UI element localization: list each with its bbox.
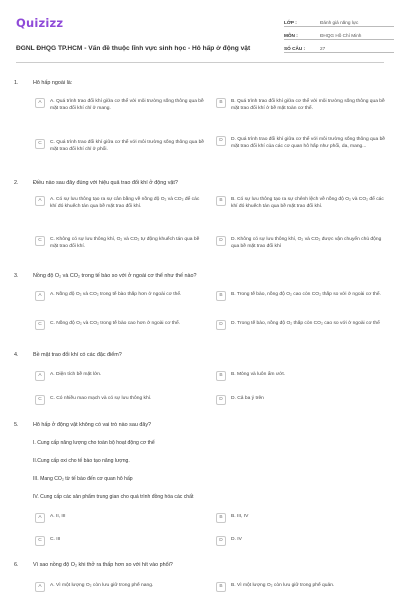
option-b[interactable] [216, 98, 386, 113]
option-d[interactable] [216, 136, 386, 151]
option-text: C. Không có sự lưu thông khí, O₂ và CO₂ tự động khuếch tán qua bề mặt trao đổi khí. [50, 237, 200, 250]
option-text: D. Quá trình trao đổi khí giữa cơ thể với môi trường sống thông qua bề mặt trao đổi khí của các cơ quan hô hấp như phổi, da, mang... [231, 137, 386, 150]
option-text: D. Cả ba ý trên [231, 396, 264, 401]
option-c[interactable] [35, 139, 205, 154]
option-d[interactable] [216, 536, 386, 546]
option-letter-box: D [216, 395, 226, 405]
option-b[interactable] [216, 513, 386, 523]
option-a[interactable] [35, 371, 205, 381]
question-2 [14, 180, 384, 250]
option-letter-box: A [35, 371, 45, 381]
option-letter-box: B [216, 98, 226, 108]
option-letter-box: A [35, 98, 45, 108]
statement-1: I. Cung cấp năng lượng cho toàn bộ hoạt động cơ thể [33, 440, 155, 446]
option-d[interactable] [216, 236, 386, 251]
option-text: B. Vì một lượng O₂ còn lưu giữ trong phế quản. [231, 583, 335, 588]
option-c[interactable] [35, 395, 205, 405]
option-letter-box: B [216, 513, 226, 523]
option-text: B. III, IV [231, 514, 249, 519]
option-a[interactable] [35, 513, 205, 523]
meta-value: ĐHQG Hồ Chí Minh [320, 33, 362, 38]
option-c[interactable] [35, 320, 205, 330]
worksheet-title: ĐGNL ĐHQG TP.HCM - Vấn đề thuộc lĩnh vực sinh học - Hô hấp ở động vật [16, 45, 251, 52]
option-letter-box: B [216, 291, 226, 301]
meta-row-count [284, 40, 394, 53]
option-letter-box: C [35, 139, 45, 149]
option-d[interactable] [216, 395, 386, 405]
option-letter-box: A [35, 196, 45, 206]
option-text: A. Nồng độ O₂ và CO₂ trong tế bào thấp hơn ở ngoài cơ thể. [50, 292, 182, 297]
header-divider [16, 62, 384, 63]
option-text: A. Diện tích bề mặt lớn. [50, 372, 102, 377]
option-text: B. Trong tế bào, nồng độ O₂ cao còn CO₂ thấp so với ở ngoài cơ thể. [231, 292, 381, 297]
option-b[interactable] [216, 291, 386, 301]
question-5 [14, 422, 384, 544]
question-text: Hô hấp ở động vật không có vai trò nào sau đây? [33, 422, 152, 428]
option-letter-box: C [35, 395, 45, 405]
option-a[interactable] [35, 98, 205, 113]
question-4 [14, 352, 384, 403]
meta-row-class [284, 14, 394, 27]
question-text: Nồng độ O₂ và CO₂ trong tế bào so với ở ngoài cơ thể như thế nào? [33, 273, 197, 279]
meta-key: MÔN : [284, 33, 298, 38]
option-letter-box: C [35, 236, 45, 246]
option-b[interactable] [216, 582, 386, 592]
meta-key: SỐ CÂU : [284, 46, 306, 51]
option-text: A. Có sự lưu thông tạo ra sự cân bằng về nồng độ O₂ và CO₂ để các khí đó khuếch tán qua bề mặt trao đổi khí. [50, 197, 200, 210]
option-letter-box: A [35, 513, 45, 523]
option-c[interactable] [35, 536, 205, 546]
option-text: C. III [50, 537, 61, 542]
question-number: 2. [14, 180, 19, 186]
option-a[interactable] [35, 582, 205, 592]
worksheet-header [16, 12, 386, 59]
option-letter-box: D [216, 236, 226, 246]
option-text: D. Trong tế bào, nồng độ O₂ thấp còn CO₂ cao so với ở ngoài cơ thể [231, 321, 380, 326]
worksheet-meta [284, 14, 394, 53]
option-letter-box: B [216, 371, 226, 381]
question-number: 3. [14, 273, 19, 279]
question-text: Vì sao nồng độ O₂ khi thở ra thấp hơn so với hít vào phổi? [33, 562, 173, 568]
question-number: 1. [14, 80, 19, 86]
question-number: 4. [14, 352, 19, 358]
option-text: B. Có sự lưu thông tạo ra sự chênh lệch về nồng độ O₂ và CO₂ để các khí đó khuếch tán qua bề mặt trao đổi khí. [231, 197, 384, 210]
option-text: B. Mỏng và luôn ẩm ướt. [231, 372, 286, 377]
quizizz-logo: Quizizz [16, 16, 64, 30]
statement-4: IV. Cung cấp các sản phẩm trung gian cho quá trình đồng hóa các chất [33, 494, 194, 500]
statement-2: II.Cung cấp oxi cho tế bào tạo năng lượng. [33, 458, 130, 464]
question-text: Bề mặt trao đổi khí có các đặc điểm? [33, 352, 122, 358]
option-a[interactable] [35, 196, 205, 211]
meta-value: Đánh giá năng lực [320, 20, 359, 25]
option-letter-box: A [35, 582, 45, 592]
statement-3: III. Mang CO₂ từ tế bào đến cơ quan hô hấp [33, 476, 133, 482]
meta-value: 27 [320, 46, 326, 51]
option-text: A. II, III [50, 514, 66, 519]
option-letter-box: C [35, 536, 45, 546]
option-letter-box: D [216, 136, 226, 146]
question-text: Điều nào sau đây đúng với hiệu quả trao đổi khí ở động vật? [33, 180, 178, 186]
option-text: A. Vì một lượng O₂ còn lưu giữ trong phế nang. [50, 583, 154, 588]
meta-row-subject [284, 27, 394, 40]
option-text: D. Không có sự lưu thông khí, O₂ và CO₂ được vận chuyển chủ động qua bề mặt trao đổi khí [231, 237, 382, 250]
option-text: C. Nồng độ O₂ và CO₂ trong tế bào cao hơn ở ngoài cơ thể. [50, 321, 181, 326]
question-3 [14, 273, 384, 328]
option-text: D. IV [231, 537, 242, 542]
option-letter-box: D [216, 320, 226, 330]
option-text: C. Có nhiều mao mạch và có sự lưu thông khí. [50, 396, 152, 401]
question-text: Hô hấp ngoài là: [33, 80, 73, 86]
option-c[interactable] [35, 236, 205, 251]
question-6 [14, 562, 384, 590]
question-number: 6. [14, 562, 19, 568]
option-letter-box: D [216, 536, 226, 546]
option-a[interactable] [35, 291, 205, 301]
option-text: C. Quá trình trao đổi khí giữa cơ thể với môi trường sống thông qua bề mặt trao đổi khí chỉ ở phổi. [50, 140, 205, 153]
option-letter-box: B [216, 196, 226, 206]
question-number: 5. [14, 422, 19, 428]
option-b[interactable] [216, 371, 386, 381]
option-text: A. Quá trình trao đổi khí giữa cơ thể với môi trường sống thông qua bề mặt trao đổi khí chỉ ở mang. [50, 99, 204, 112]
option-text: B. Quá trình trao đổi khí giữa cơ thể với môi trường sống thông qua bề mặt trao đổi khí ở bề mặt toàn cơ thể. [231, 99, 385, 112]
option-letter-box: A [35, 291, 45, 301]
option-d[interactable] [216, 320, 386, 330]
question-1 [14, 80, 386, 153]
option-letter-box: C [35, 320, 45, 330]
option-letter-box: B [216, 582, 226, 592]
meta-key: LỚP : [284, 20, 297, 25]
option-b[interactable] [216, 196, 386, 211]
